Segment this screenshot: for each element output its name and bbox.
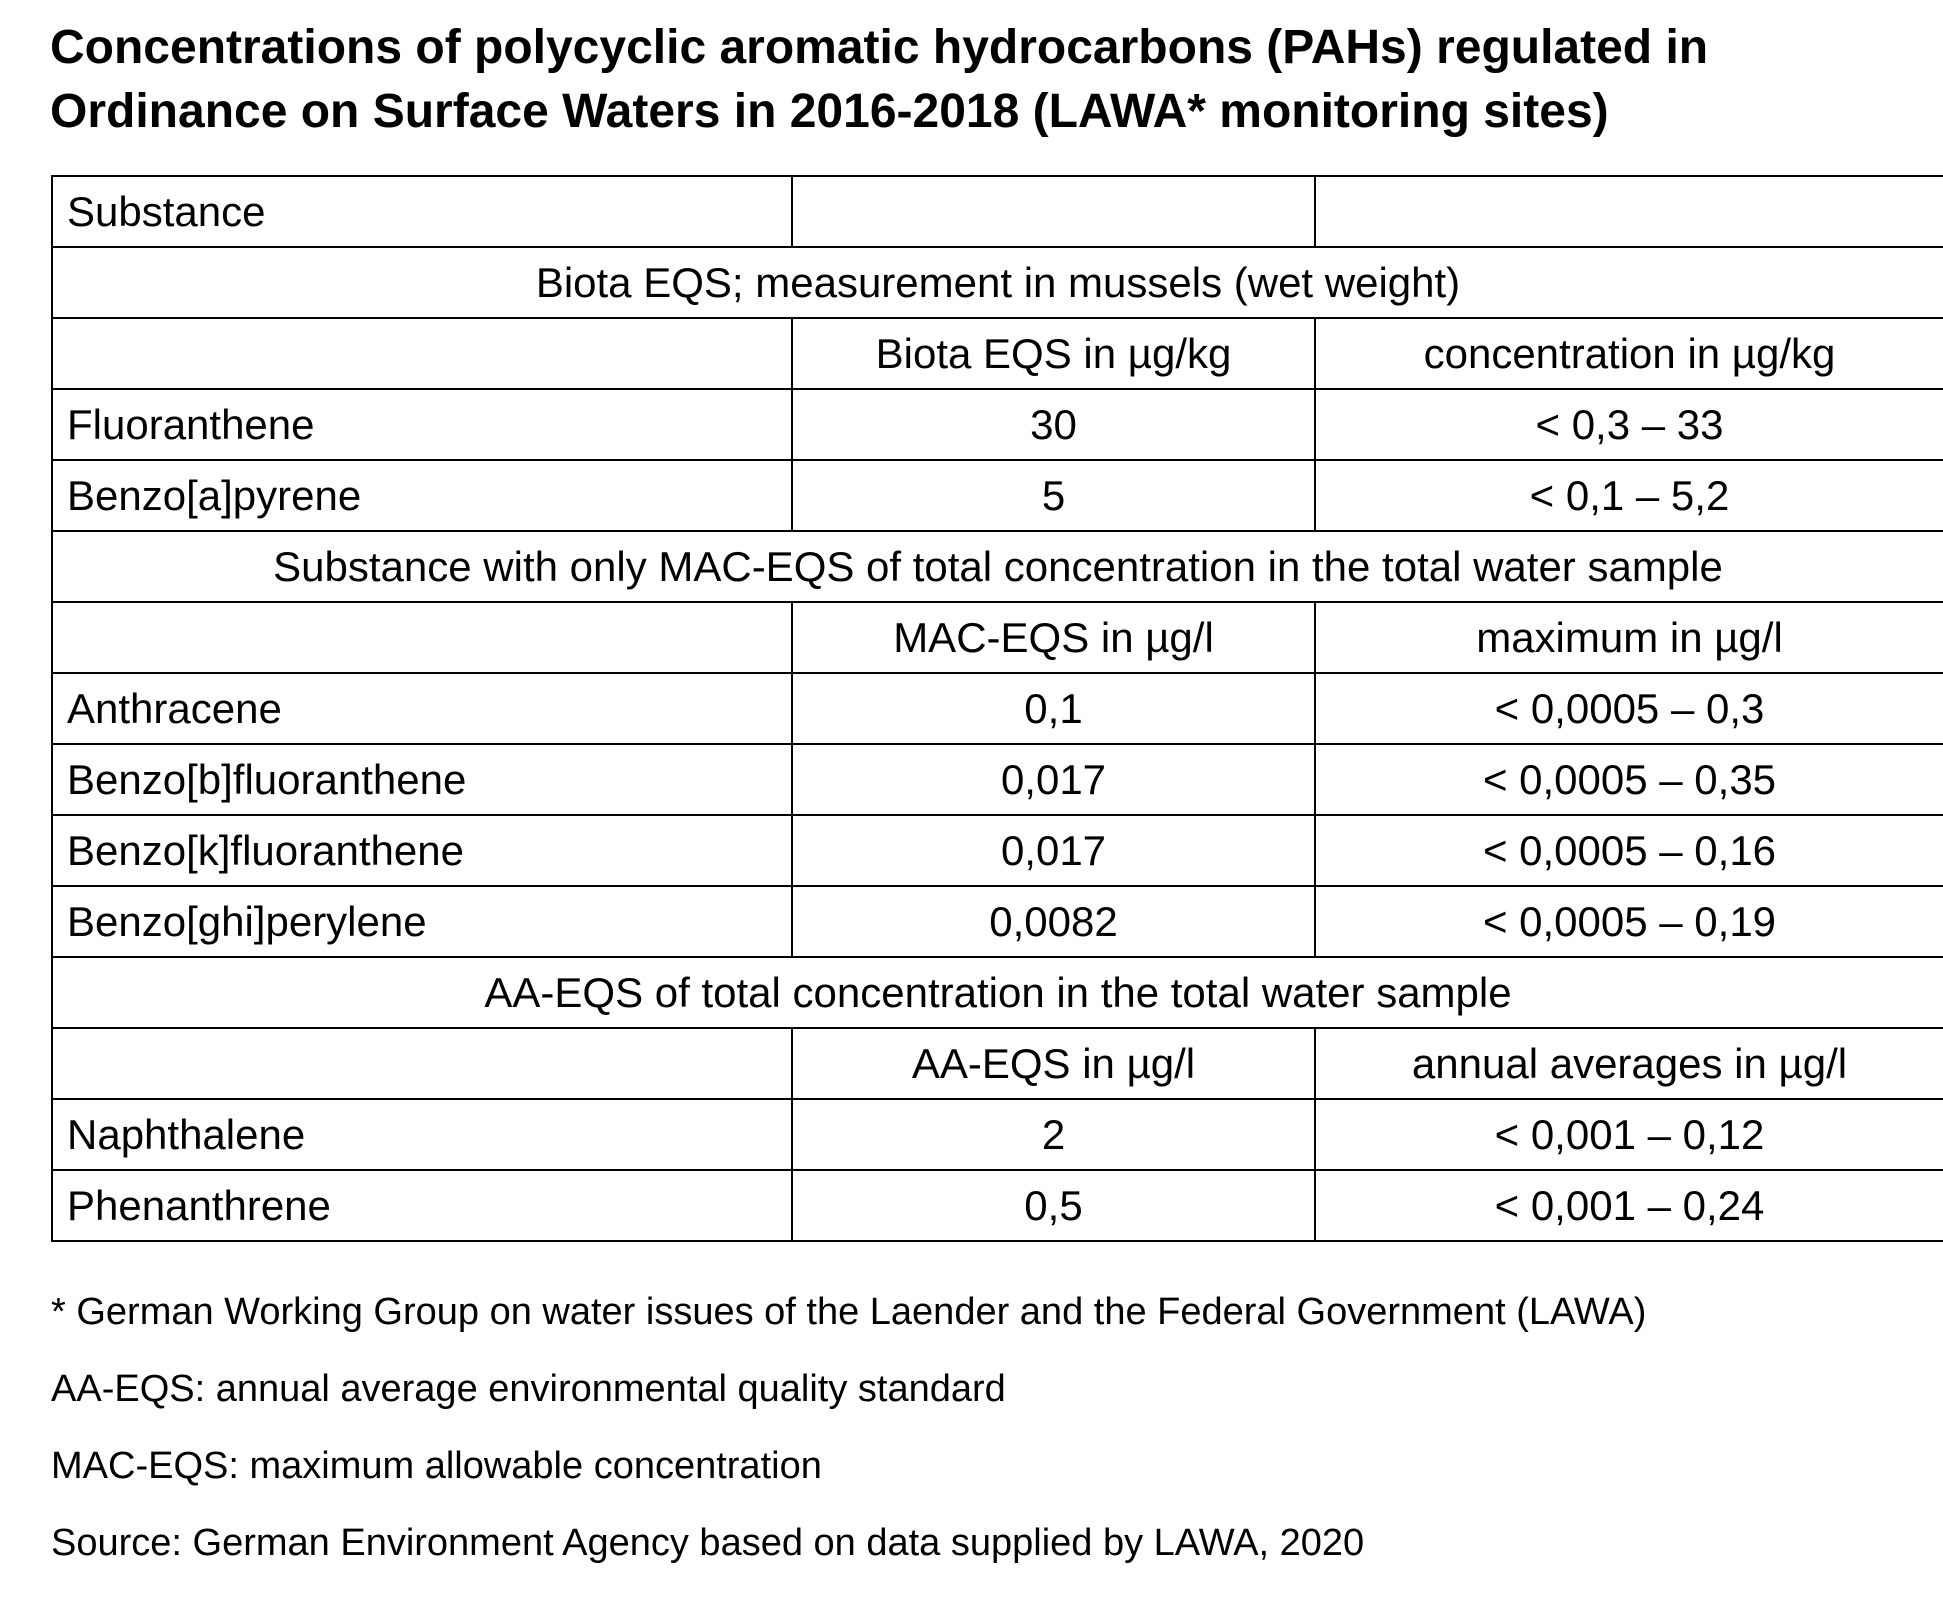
section-heading-row — [52, 957, 1943, 1028]
footnote-lawa: * German Working Group on water issues of the Laender and the Federal Government (LAWA) — [51, 1291, 1647, 1333]
eqs-value-cell: 0,1 — [792, 673, 1315, 744]
range-value-cell: < 0,0005 – 0,3 — [1315, 673, 1943, 744]
section-label-row — [52, 1028, 1943, 1099]
page-title: Concentrations of polycyclic aromatic hydrocarbons (PAHs) regulated in Ordinance on Surface Waters in 2016-2018 (LAWA* monitoring sites) — [50, 21, 1709, 138]
table-row — [52, 744, 1943, 815]
source-note: Source: German Environment Agency based on data supplied by LAWA, 2020 — [51, 1522, 1365, 1564]
table-header-row — [52, 176, 1943, 247]
header-empty-cell — [1315, 176, 1943, 247]
range-value-cell: < 0,3 – 33 — [1315, 389, 1943, 460]
table-row — [52, 1170, 1943, 1241]
eqs-column-label: Biota EQS in µg/kg — [792, 318, 1315, 389]
eqs-value-cell: 0,5 — [792, 1170, 1315, 1241]
range-value-cell: < 0,0005 – 0,16 — [1315, 815, 1943, 886]
eqs-value-cell: 0,017 — [792, 815, 1315, 886]
empty-cell — [52, 602, 792, 673]
header-substance-cell: Substance — [52, 176, 792, 247]
empty-cell — [52, 318, 792, 389]
range-value-cell: < 0,001 – 0,12 — [1315, 1099, 1943, 1170]
substance-cell: Benzo[b]fluoranthene — [52, 744, 792, 815]
eqs-value-cell: 5 — [792, 460, 1315, 531]
section-heading: Substance with only MAC-EQS of total concentration in the total water sample — [52, 531, 1943, 602]
table-row — [52, 886, 1943, 957]
header-empty-cell — [792, 176, 1315, 247]
eqs-value-cell: 30 — [792, 389, 1315, 460]
table-row — [52, 389, 1943, 460]
section-label-row — [52, 602, 1943, 673]
eqs-column-label: AA-EQS in µg/l — [792, 1028, 1315, 1099]
section-heading: Biota EQS; measurement in mussels (wet weight) — [52, 247, 1943, 318]
eqs-value-cell: 0,017 — [792, 744, 1315, 815]
eqs-value-cell: 0,0082 — [792, 886, 1315, 957]
table-row — [52, 1099, 1943, 1170]
range-value-cell: < 0,0005 – 0,19 — [1315, 886, 1943, 957]
substance-cell: Fluoranthene — [52, 389, 792, 460]
substance-cell: Benzo[ghi]perylene — [52, 886, 792, 957]
range-value-cell: < 0,1 – 5,2 — [1315, 460, 1943, 531]
footnote-aa-eqs: AA-EQS: annual average environmental quality standard — [51, 1368, 1006, 1410]
measurement-column-label: maximum in µg/l — [1315, 602, 1943, 673]
table-row — [52, 815, 1943, 886]
section-heading-row — [52, 531, 1943, 602]
measurement-column-label: annual averages in µg/l — [1315, 1028, 1943, 1099]
footnote-mac-eqs: MAC-EQS: maximum allowable concentration — [51, 1445, 822, 1487]
empty-cell — [52, 1028, 792, 1099]
pah-concentration-table — [51, 175, 1943, 1242]
substance-cell: Benzo[a]pyrene — [52, 460, 792, 531]
table-row — [52, 460, 1943, 531]
eqs-value-cell: 2 — [792, 1099, 1315, 1170]
table-row — [52, 673, 1943, 744]
substance-cell: Phenanthrene — [52, 1170, 792, 1241]
eqs-column-label: MAC-EQS in µg/l — [792, 602, 1315, 673]
section-heading-row — [52, 247, 1943, 318]
range-value-cell: < 0,001 – 0,24 — [1315, 1170, 1943, 1241]
substance-cell: Naphthalene — [52, 1099, 792, 1170]
section-label-row — [52, 318, 1943, 389]
section-heading: AA-EQS of total concentration in the total water sample — [52, 957, 1943, 1028]
footnotes — [51, 1290, 1911, 1598]
substance-cell: Anthracene — [52, 673, 792, 744]
range-value-cell: < 0,0005 – 0,35 — [1315, 744, 1943, 815]
substance-cell: Benzo[k]fluoranthene — [52, 815, 792, 886]
measurement-column-label: concentration in µg/kg — [1315, 318, 1943, 389]
